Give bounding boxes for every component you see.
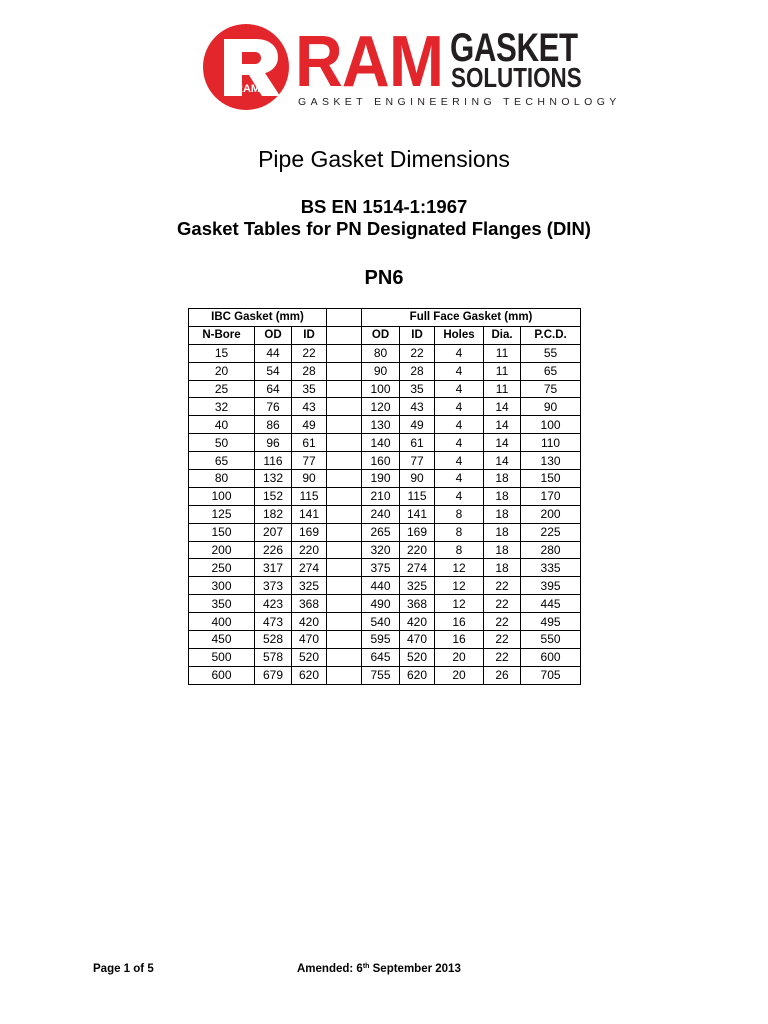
table-row xyxy=(189,666,581,684)
cell-ibc-id: 620 xyxy=(292,666,327,684)
cell-pcd: 200 xyxy=(521,505,581,523)
cell-pcd: 75 xyxy=(521,380,581,398)
col-header-holes: Holes xyxy=(435,326,484,344)
cell-ibc-od: 679 xyxy=(255,666,292,684)
cell-ff-id: 77 xyxy=(400,452,435,470)
cell-ibc-id: 90 xyxy=(292,470,327,488)
cell-pcd: 150 xyxy=(521,470,581,488)
cell-dia: 18 xyxy=(484,541,521,559)
spacer-cell xyxy=(327,380,362,398)
cell-ibc-od: 226 xyxy=(255,541,292,559)
cell-nbore: 600 xyxy=(189,666,255,684)
table-row xyxy=(189,380,581,398)
table-row xyxy=(189,613,581,631)
col-header-dia: Dia. xyxy=(484,326,521,344)
spacer-cell xyxy=(327,541,362,559)
cell-holes: 4 xyxy=(435,398,484,416)
cell-pcd: 170 xyxy=(521,487,581,505)
cell-ibc-id: 141 xyxy=(292,505,327,523)
table-row xyxy=(189,541,581,559)
cell-dia: 11 xyxy=(484,380,521,398)
ram-badge-icon xyxy=(200,22,296,112)
ibc-group-header: IBC Gasket (mm) xyxy=(189,309,327,327)
cell-ff-od: 210 xyxy=(362,487,400,505)
cell-ff-od: 595 xyxy=(362,631,400,649)
cell-ff-od: 130 xyxy=(362,416,400,434)
cell-ibc-id: 61 xyxy=(292,434,327,452)
cell-ibc-od: 44 xyxy=(255,344,292,362)
cell-ff-id: 141 xyxy=(400,505,435,523)
cell-dia: 14 xyxy=(484,452,521,470)
cell-dia: 11 xyxy=(484,344,521,362)
amended-sup: th xyxy=(362,963,370,970)
cell-ff-od: 140 xyxy=(362,434,400,452)
col-header-pcd: P.C.D. xyxy=(521,326,581,344)
spacer-cell xyxy=(327,434,362,452)
table-row xyxy=(189,434,581,452)
cell-dia: 18 xyxy=(484,505,521,523)
spacer-cell xyxy=(327,452,362,470)
cell-ibc-id: 420 xyxy=(292,613,327,631)
cell-ff-id: 325 xyxy=(400,577,435,595)
cell-pcd: 65 xyxy=(521,362,581,380)
cell-ibc-od: 116 xyxy=(255,452,292,470)
cell-holes: 4 xyxy=(435,452,484,470)
spacer-cell xyxy=(327,326,362,344)
cell-ibc-od: 423 xyxy=(255,595,292,613)
cell-ibc-od: 132 xyxy=(255,470,292,488)
cell-ibc-id: 520 xyxy=(292,648,327,666)
spacer-cell xyxy=(327,416,362,434)
cell-ff-od: 490 xyxy=(362,595,400,613)
cell-ff-id: 520 xyxy=(400,648,435,666)
cell-ibc-od: 528 xyxy=(255,631,292,649)
table-row xyxy=(189,631,581,649)
cell-ff-od: 375 xyxy=(362,559,400,577)
cell-nbore: 300 xyxy=(189,577,255,595)
amended-date xyxy=(297,962,461,976)
cell-ff-id: 115 xyxy=(400,487,435,505)
cell-ff-id: 22 xyxy=(400,344,435,362)
cell-pcd: 395 xyxy=(521,577,581,595)
table-row xyxy=(189,559,581,577)
cell-dia: 14 xyxy=(484,434,521,452)
cell-pcd: 600 xyxy=(521,648,581,666)
cell-pcd: 130 xyxy=(521,452,581,470)
cell-ibc-od: 317 xyxy=(255,559,292,577)
spacer-cell xyxy=(327,577,362,595)
cell-ibc-id: 470 xyxy=(292,631,327,649)
full-face-group-header: Full Face Gasket (mm) xyxy=(362,309,581,327)
cell-nbore: 65 xyxy=(189,452,255,470)
cell-nbore: 125 xyxy=(189,505,255,523)
cell-ff-id: 169 xyxy=(400,523,435,541)
col-header-ibc-id: ID xyxy=(292,326,327,344)
cell-pcd: 100 xyxy=(521,416,581,434)
cell-nbore: 450 xyxy=(189,631,255,649)
cell-ibc-id: 220 xyxy=(292,541,327,559)
cell-ff-id: 35 xyxy=(400,380,435,398)
cell-holes: 4 xyxy=(435,416,484,434)
cell-ibc-od: 54 xyxy=(255,362,292,380)
cell-nbore: 500 xyxy=(189,648,255,666)
cell-dia: 22 xyxy=(484,577,521,595)
cell-ibc-od: 373 xyxy=(255,577,292,595)
cell-ff-id: 28 xyxy=(400,362,435,380)
cell-dia: 18 xyxy=(484,523,521,541)
amended-prefix: Amended: 6 xyxy=(297,963,363,975)
cell-ff-id: 61 xyxy=(400,434,435,452)
table-row xyxy=(189,595,581,613)
cell-ibc-id: 28 xyxy=(292,362,327,380)
cell-holes: 8 xyxy=(435,505,484,523)
spacer-cell xyxy=(327,631,362,649)
cell-ibc-od: 96 xyxy=(255,434,292,452)
cell-holes: 16 xyxy=(435,631,484,649)
cell-dia: 11 xyxy=(484,362,521,380)
company-logo xyxy=(200,22,621,112)
cell-ff-od: 265 xyxy=(362,523,400,541)
table-row xyxy=(189,648,581,666)
cell-ff-od: 440 xyxy=(362,577,400,595)
pressure-class-heading: PN6 xyxy=(364,267,404,289)
cell-holes: 4 xyxy=(435,344,484,362)
cell-ff-od: 320 xyxy=(362,541,400,559)
table-subtitle: Gasket Tables for PN Designated Flanges (DIN) xyxy=(177,218,591,239)
cell-ibc-id: 368 xyxy=(292,595,327,613)
spacer-cell xyxy=(327,666,362,684)
cell-ibc-id: 169 xyxy=(292,523,327,541)
col-header-ibc-od: OD xyxy=(255,326,292,344)
spacer-cell xyxy=(327,648,362,666)
cell-dia: 18 xyxy=(484,559,521,577)
cell-ibc-od: 64 xyxy=(255,380,292,398)
cell-holes: 8 xyxy=(435,541,484,559)
cell-nbore: 400 xyxy=(189,613,255,631)
cell-pcd: 90 xyxy=(521,398,581,416)
cell-ff-id: 49 xyxy=(400,416,435,434)
logo-word-ram: RAM xyxy=(295,22,444,102)
cell-nbore: 32 xyxy=(189,398,255,416)
spacer-cell xyxy=(327,344,362,362)
spacer-cell xyxy=(327,470,362,488)
col-header-ff-id: ID xyxy=(400,326,435,344)
cell-ff-od: 190 xyxy=(362,470,400,488)
cell-pcd: 335 xyxy=(521,559,581,577)
table-row xyxy=(189,487,581,505)
cell-holes: 12 xyxy=(435,559,484,577)
cell-dia: 22 xyxy=(484,648,521,666)
gasket-dimensions-table xyxy=(188,308,581,685)
badge-text: RAM xyxy=(235,83,261,95)
logo-word-solutions: SOLUTIONS xyxy=(451,62,582,93)
cell-dia: 22 xyxy=(484,595,521,613)
table-row xyxy=(189,523,581,541)
cell-holes: 12 xyxy=(435,577,484,595)
spacer-cell xyxy=(327,595,362,613)
cell-ff-od: 90 xyxy=(362,362,400,380)
cell-ibc-od: 152 xyxy=(255,487,292,505)
cell-ibc-id: 49 xyxy=(292,416,327,434)
spacer-cell xyxy=(327,559,362,577)
cell-pcd: 495 xyxy=(521,613,581,631)
cell-ff-od: 120 xyxy=(362,398,400,416)
cell-nbore: 350 xyxy=(189,595,255,613)
standard-heading: BS EN 1514-1:1967 xyxy=(300,196,468,217)
cell-pcd: 110 xyxy=(521,434,581,452)
col-header-ff-od: OD xyxy=(362,326,400,344)
cell-dia: 14 xyxy=(484,398,521,416)
spacer-cell xyxy=(327,505,362,523)
cell-ff-od: 100 xyxy=(362,380,400,398)
table-row xyxy=(189,470,581,488)
cell-holes: 4 xyxy=(435,362,484,380)
cell-nbore: 40 xyxy=(189,416,255,434)
table-row xyxy=(189,452,581,470)
cell-holes: 4 xyxy=(435,380,484,398)
cell-pcd: 445 xyxy=(521,595,581,613)
cell-dia: 26 xyxy=(484,666,521,684)
cell-ibc-id: 43 xyxy=(292,398,327,416)
cell-holes: 20 xyxy=(435,666,484,684)
cell-holes: 12 xyxy=(435,595,484,613)
cell-ff-od: 240 xyxy=(362,505,400,523)
cell-holes: 16 xyxy=(435,613,484,631)
cell-ibc-id: 35 xyxy=(292,380,327,398)
group-header-row xyxy=(189,309,581,327)
cell-ibc-id: 274 xyxy=(292,559,327,577)
cell-ff-id: 470 xyxy=(400,631,435,649)
cell-ibc-od: 578 xyxy=(255,648,292,666)
cell-dia: 22 xyxy=(484,631,521,649)
cell-ibc-od: 86 xyxy=(255,416,292,434)
table-row xyxy=(189,416,581,434)
amended-suffix: September 2013 xyxy=(369,963,461,975)
cell-holes: 20 xyxy=(435,648,484,666)
table-row xyxy=(189,362,581,380)
cell-ff-id: 220 xyxy=(400,541,435,559)
cell-ff-od: 80 xyxy=(362,344,400,362)
cell-ibc-od: 182 xyxy=(255,505,292,523)
table-row xyxy=(189,577,581,595)
cell-ff-id: 274 xyxy=(400,559,435,577)
cell-ff-od: 540 xyxy=(362,613,400,631)
cell-ff-id: 368 xyxy=(400,595,435,613)
cell-dia: 18 xyxy=(484,470,521,488)
spacer-cell xyxy=(327,362,362,380)
cell-ibc-id: 77 xyxy=(292,452,327,470)
table-row xyxy=(189,344,581,362)
spacer-cell xyxy=(327,487,362,505)
cell-nbore: 150 xyxy=(189,523,255,541)
cell-nbore: 25 xyxy=(189,380,255,398)
cell-holes: 8 xyxy=(435,523,484,541)
cell-ff-od: 755 xyxy=(362,666,400,684)
spacer-cell xyxy=(327,309,362,327)
column-header-row xyxy=(189,326,581,344)
cell-pcd: 55 xyxy=(521,344,581,362)
cell-ff-od: 160 xyxy=(362,452,400,470)
spacer-cell xyxy=(327,523,362,541)
page-number: Page 1 of 5 xyxy=(93,963,154,975)
cell-nbore: 15 xyxy=(189,344,255,362)
cell-ibc-id: 325 xyxy=(292,577,327,595)
table-row xyxy=(189,505,581,523)
cell-pcd: 225 xyxy=(521,523,581,541)
cell-ibc-od: 473 xyxy=(255,613,292,631)
cell-ibc-id: 22 xyxy=(292,344,327,362)
cell-holes: 4 xyxy=(435,470,484,488)
cell-ff-id: 43 xyxy=(400,398,435,416)
cell-ff-id: 90 xyxy=(400,470,435,488)
spacer-cell xyxy=(327,398,362,416)
cell-ff-id: 420 xyxy=(400,613,435,631)
cell-nbore: 80 xyxy=(189,470,255,488)
cell-holes: 4 xyxy=(435,434,484,452)
cell-ibc-id: 115 xyxy=(292,487,327,505)
cell-pcd: 280 xyxy=(521,541,581,559)
cell-nbore: 250 xyxy=(189,559,255,577)
logo-tagline: GASKET ENGINEERING TECHNOLOGY xyxy=(298,96,621,108)
cell-pcd: 705 xyxy=(521,666,581,684)
table-row xyxy=(189,398,581,416)
cell-nbore: 50 xyxy=(189,434,255,452)
cell-ibc-od: 207 xyxy=(255,523,292,541)
cell-nbore: 20 xyxy=(189,362,255,380)
cell-dia: 14 xyxy=(484,416,521,434)
cell-ff-od: 645 xyxy=(362,648,400,666)
cell-ibc-od: 76 xyxy=(255,398,292,416)
cell-holes: 4 xyxy=(435,487,484,505)
spacer-cell xyxy=(327,613,362,631)
cell-dia: 22 xyxy=(484,613,521,631)
cell-dia: 18 xyxy=(484,487,521,505)
cell-ff-id: 620 xyxy=(400,666,435,684)
col-header-nbore: N-Bore xyxy=(189,326,255,344)
cell-pcd: 550 xyxy=(521,631,581,649)
cell-nbore: 200 xyxy=(189,541,255,559)
logo-word-gasket: GASKET xyxy=(450,26,578,70)
page-title: Pipe Gasket Dimensions xyxy=(258,146,510,172)
cell-nbore: 100 xyxy=(189,487,255,505)
